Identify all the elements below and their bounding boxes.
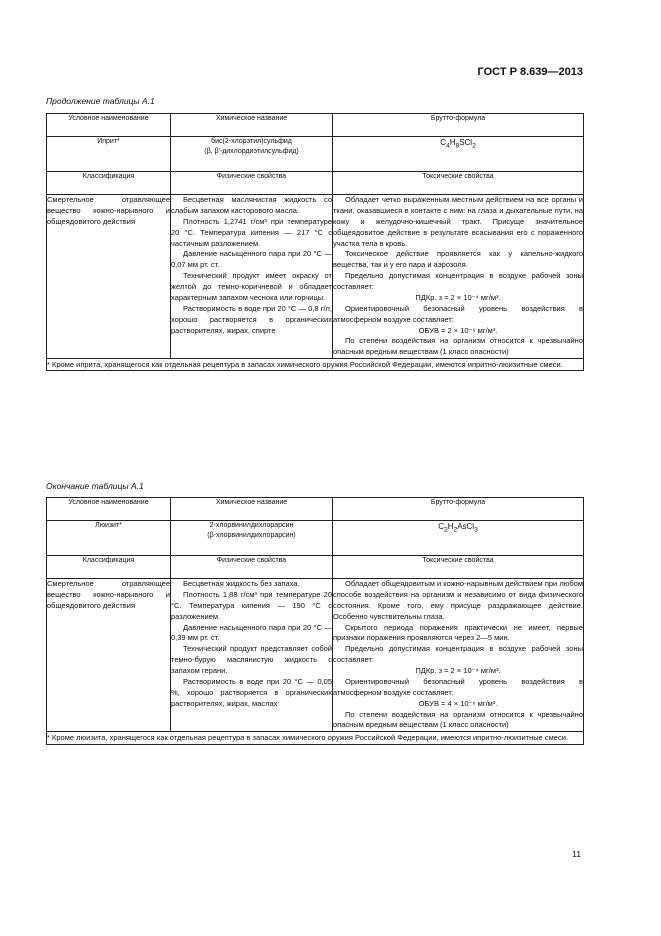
- column-header-row: [47, 498, 584, 521]
- column-header: Условное наименование: [47, 114, 171, 137]
- footnote: * Кроме иприта, хранящегося как отдельная рецептура в запасах химического оружия Российской Федерации, имеются ипритно-люизитные смеси.: [47, 359, 584, 371]
- sub-header-row: [47, 172, 584, 195]
- column-header: Условное наименование: [47, 498, 171, 521]
- sub-header-row: [47, 556, 584, 579]
- toxic-paragraph: Ориентировочный безопасный уровень воздействия в атмосферном воздухе составляет:: [333, 303, 583, 324]
- physical-paragraph: Растворимость в воде при 20 °С — 0,05 %, хорошо растворяется в органических растворителях, жирах, маслах: [171, 676, 332, 708]
- physical-paragraph: Бесцветная жидкость без запаха.: [183, 579, 300, 588]
- column-header: Брутто-формула: [333, 114, 584, 137]
- sub-header: Токсические свойства: [333, 172, 584, 195]
- toxic-paragraph: Обладает четко выраженным местным действием на все органы и ткани, оказавшиеся в контакте с ним: на глаза и дыхательные пути, на кожу и желудочно-кишечный тракт. Присуще значительное общеядовитое действие в результате всасывания его с пораженного участка тела в кровь.: [333, 195, 583, 248]
- footnote-row: [47, 732, 584, 744]
- substance-row: [47, 521, 584, 556]
- toxic-properties-cell: [333, 579, 584, 732]
- gross-formula: $C_2H_2AsCl_3$: [333, 521, 584, 556]
- physical-paragraph: Технический продукт имеет окраску от желтой до темно-коричневой и обладает характерным запахом чеснока или горчицы.: [171, 271, 332, 302]
- gross-formula: $C_4H_8SCl_2$: [333, 137, 584, 172]
- chemical-name-line: (β-хлорвинилдихлорарсин): [207, 532, 296, 540]
- toxic-paragraph: Ориентировочный безопасный уровень воздействия в атмосферном воздухе составляет:: [333, 676, 583, 697]
- toxic-paragraph: Предельно допустимая концентрация в воздухе рабочей зоны составляет:: [333, 644, 583, 665]
- properties-row: [47, 195, 584, 359]
- column-header: Химическое название: [171, 114, 333, 137]
- physical-paragraph: Технический продукт представляет собой темно-бурую маслянистую жидкость с запахом герани.: [171, 644, 332, 675]
- column-header: Химическое название: [171, 498, 333, 521]
- chemical-name-line: 2-хлорвинилдихлорарсин: [209, 522, 294, 529]
- sub-header: Классификация: [47, 172, 171, 195]
- classification-text: Смертельное отравляющее вещество кожно-нарывного и общеядовитого действия: [47, 195, 170, 226]
- physical-paragraph: Растворимость в воде при 20 °С — 0,8 г/л, хорошо растворяется в органических растворителях, жирах, спирте: [171, 303, 332, 335]
- physical-paragraph: Давление насыщенного пара при 20 °С — 0,39 мм рт. ст.: [171, 622, 332, 643]
- page-number: 11: [572, 849, 581, 859]
- column-header-row: [47, 114, 584, 137]
- chemical-name-line: бис(2-хлорэтил)сульфид: [211, 138, 292, 145]
- substance-name: Иприт*: [47, 137, 171, 172]
- chemical-name: [171, 137, 333, 172]
- classification-cell: [47, 579, 171, 732]
- physical-paragraph: Давление насыщенного пара при 20 °С — 0,07 мм рт. ст.: [171, 249, 332, 270]
- substance-row: [47, 137, 584, 172]
- column-header: Брутто-формула: [333, 498, 584, 521]
- physical-paragraph: Плотность 1,88 г/см³ при температуре 20 °С. Температура кипения — 190 °С с разложением.: [171, 589, 332, 621]
- physical-paragraph: Плотность 1,2741 г/см³ при температуре 20 °С. Температура кипения — 217 °С с частичным разложением.: [171, 216, 332, 248]
- document-header: ГОСТ Р 8.639—2013: [477, 66, 583, 78]
- toxic-paragraph: Скрытого периода поражения практически не имеет, первые признаки поражения проявляются через 2—5 мин.: [333, 622, 583, 643]
- physical-properties-cell: [171, 195, 333, 359]
- table-caption: Окончание таблицы А.1: [46, 481, 144, 491]
- sub-header: Классификация: [47, 556, 171, 579]
- chemical-name: [171, 521, 333, 556]
- obuv-formula: ОБУВ = 4 × 10⁻⁶ мг/м³.: [418, 698, 498, 708]
- toxic-paragraph: Предельно допустимая концентрация в воздухе рабочей зоны составляет:: [333, 271, 583, 291]
- physical-paragraph: Бесцветная маслянистая жидкость со слабым запахом касторового масла.: [171, 195, 332, 215]
- toxic-paragraph: Обладает общеядовитым и кожно-нарывным действием при любом способе воздействия на организм и независимо от вида физического состояния. Кроме того, ему присуще раздражающее действие. Особенно чувствительны глаза.: [333, 579, 583, 621]
- pdk-formula: ПДКр. з = 2 × 10⁻⁴ мг/м³.: [415, 292, 501, 302]
- toxic-paragraph: По степени воздействия на организм относится к чрезвычайно опасным вредным веществам (1 класс опасности): [333, 336, 583, 357]
- properties-row: [47, 579, 584, 732]
- substance-table: [46, 497, 584, 745]
- sub-header: Токсические свойства: [333, 556, 584, 579]
- classification-cell: [47, 195, 171, 359]
- sub-header: Физические свойства: [171, 556, 333, 579]
- footnote-row: [47, 359, 584, 371]
- toxic-paragraph: Токсическое действие проявляется как у капельно-жидкого вещества, так и у его пара и аэрозоля.: [333, 249, 583, 270]
- toxic-properties-cell: [333, 195, 584, 359]
- substance-name: Люизит*: [47, 521, 171, 556]
- obuv-formula: ОБУВ = 2 × 10⁻⁶ мг/м³.: [418, 325, 498, 335]
- chemical-name-line: (β, β'-дихлордиэтилсульфид): [204, 148, 299, 156]
- pdk-formula: ПДКр. з = 2 × 10⁻⁴ мг/м³.: [415, 666, 501, 675]
- toxic-paragraph: По степени воздействия на организм относится к чрезвычайно опасным вредным веществам (1 класс опасности): [333, 709, 583, 730]
- physical-properties-cell: [171, 579, 333, 732]
- sub-header: Физические свойства: [171, 172, 333, 195]
- classification-text: Смертельное отравляющее вещество кожно-нарывного и общеядовитого действия: [47, 579, 170, 610]
- table-caption: Продолжение таблицы А.1: [46, 96, 155, 106]
- substance-table: [46, 113, 584, 371]
- footnote: * Кроме люизита, хранящегося как отдельная рецептура в запасах химического оружия Российской Федерации, имеются ипритно-люизитные смеси.: [47, 732, 584, 744]
